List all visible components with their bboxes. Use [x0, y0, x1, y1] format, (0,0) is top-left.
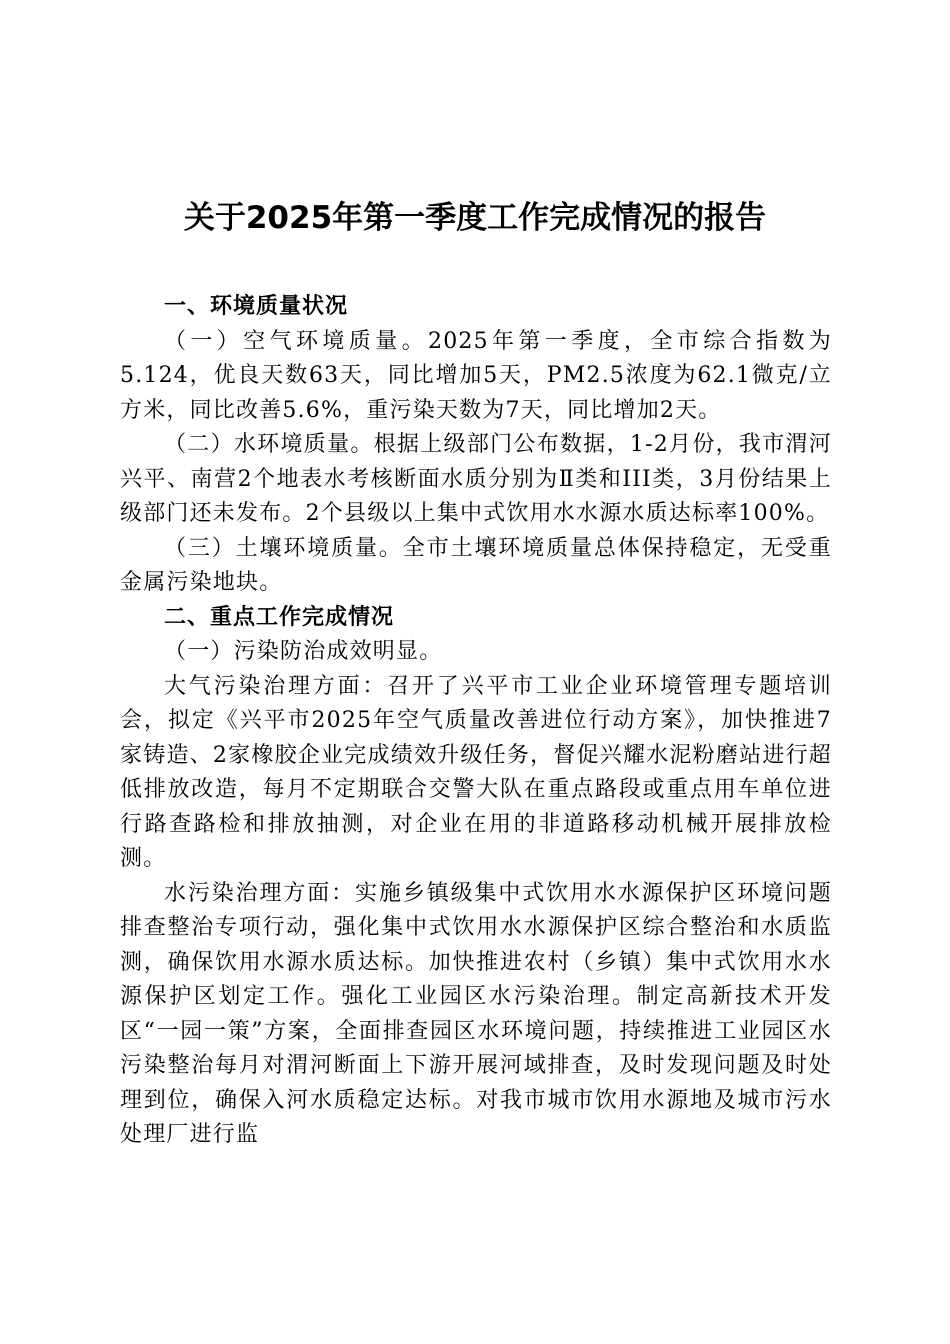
paragraph-soil-quality: （三）土壤环境质量。全市土壤环境质量总体保持稳定，无受重金属污染地块。	[120, 535, 832, 595]
document-body	[120, 290, 832, 1153]
paragraph-water-quality: （二）水环境质量。根据上级部门公布数据，1-2月份，我市渭河兴平、南营2个地表水考核断面水质分别为Ⅱ类和III类，3月份结果上级部门还未发布。2个县级以上集中式饮用水水源水质达标率100%。	[120, 432, 832, 526]
paragraph-water-pollution-control: 水污染治理方面：实施乡镇级集中式饮用水水源保护区环境问题排查整治专项行动，强化集中式饮用水水源保护区综合整治和水质监测，确保饮用水源水质达标。加快推进农村（乡镇）集中式饮用水水源保护区划定工作。强化工业园区水污染治理。制定高新技术开发区“一园一策”方案，全面排查园区水环境问题，持续推进工业园区水污染整治每月对渭河断面上下游开展河域排查，及时发现问题及时处理到位，确保入河水质稳定达标。对我市城市饮用水源地及城市污水处理厂进行监	[120, 880, 832, 1147]
section-heading-environment-quality: 一、环境质量状况	[164, 294, 349, 319]
paragraph-air-quality: （一）空气环境质量。2025年第一季度，全市综合指数为5.124，优良天数63天，同比增加5天，PM2.5浓度为62.1微克/立方米，同比改善5.6%，重污染天数为7天，同比增加2天。	[120, 328, 832, 423]
paragraph-air-pollution-control: 大气污染治理方面：召开了兴平市工业企业环境管理专题培训会，拟定《兴平市2025年空气质量改善进位行动方案》，加快推进7家铸造、2家橡胶企业完成绩效升级任务，督促兴耀水泥粉磨站进行超低排放改造，每月不定期联合交警大队在重点路段或重点用车单位进行路查路检和排放抽测，对企业在用的非道路移动机械开展排放检测。	[120, 673, 832, 871]
subheading-pollution-control: （一）污染防治成效明显。	[164, 639, 443, 664]
document-title: 关于2025年第一季度工作完成情况的报告	[183, 200, 767, 236]
section-heading-key-work: 二、重点工作完成情况	[164, 604, 395, 630]
